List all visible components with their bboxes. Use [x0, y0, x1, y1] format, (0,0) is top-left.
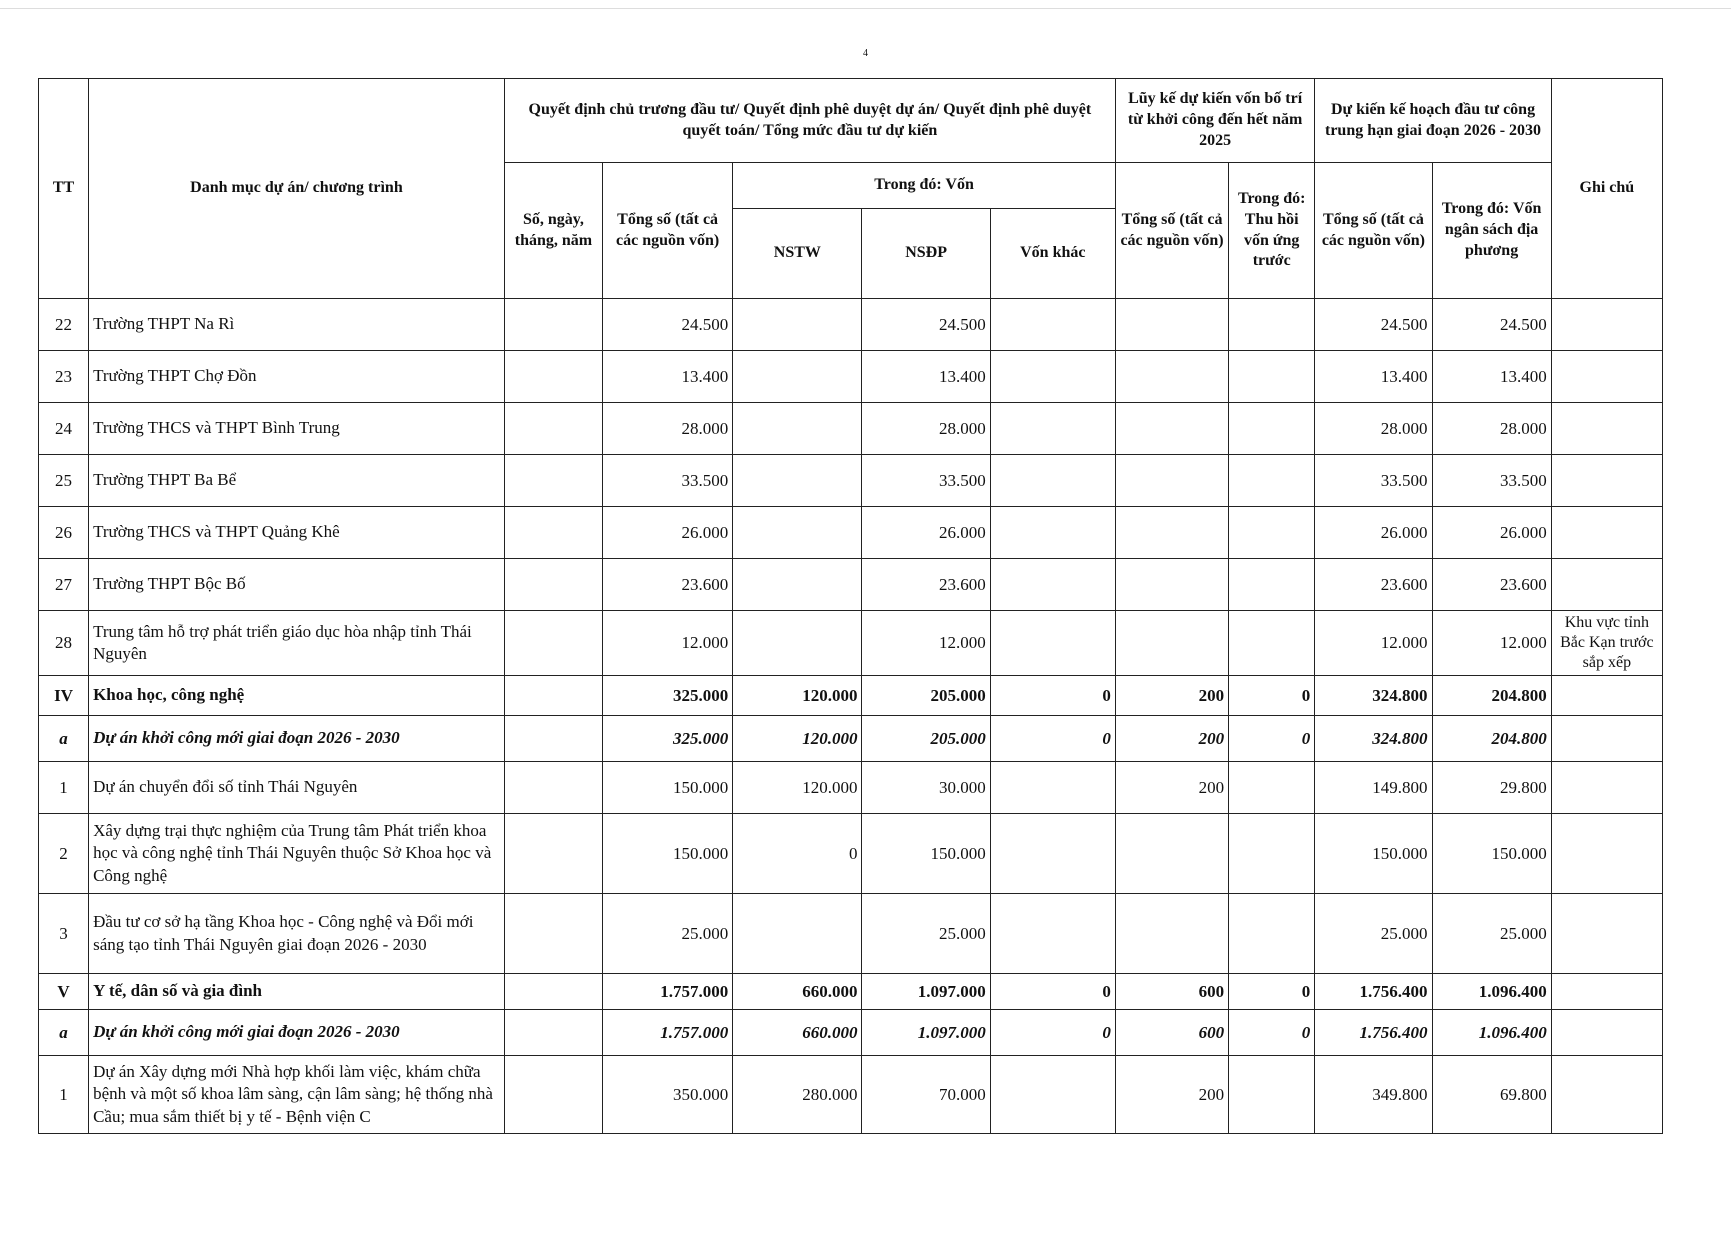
cell-note: [1551, 1010, 1662, 1056]
cell-plan-local: 29.800: [1432, 762, 1551, 814]
cell-cumulative-recovery: [1229, 351, 1315, 403]
table-row: [39, 403, 1663, 455]
header-cumulative-total: Tổng số (tất cả các nguồn vốn): [1115, 163, 1228, 299]
cell-plan-local: 23.600: [1432, 559, 1551, 611]
cell-total: 350.000: [603, 1056, 733, 1134]
cell-decision-no: [504, 716, 602, 762]
cell-plan-total: 12.000: [1315, 611, 1432, 676]
cell-note: [1551, 716, 1662, 762]
table-row: [39, 299, 1663, 351]
cell-cumulative-total: [1115, 507, 1228, 559]
cell-nstw: [733, 455, 862, 507]
header-of-which-capital: Trong đó: Vốn: [733, 163, 1116, 209]
cell-nsdp: 205.000: [862, 676, 990, 716]
cell-other-capital: 0: [990, 676, 1115, 716]
cell-note: [1551, 762, 1662, 814]
cell-plan-total: 13.400: [1315, 351, 1432, 403]
header-cumulative-group: Lũy kế dự kiến vốn bố trí từ khởi công đến hết năm 2025: [1115, 79, 1314, 163]
table-row: [39, 1056, 1663, 1134]
cell-decision-no: [504, 299, 602, 351]
cell-cumulative-recovery: [1229, 1056, 1315, 1134]
cell-tt: 23: [39, 351, 89, 403]
header-note: Ghi chú: [1551, 79, 1662, 299]
cell-decision-no: [504, 611, 602, 676]
cell-plan-total: 324.800: [1315, 716, 1432, 762]
cell-other-capital: [990, 299, 1115, 351]
cell-note: [1551, 455, 1662, 507]
cell-cumulative-recovery: [1229, 894, 1315, 974]
cell-cumulative-recovery: [1229, 814, 1315, 894]
cell-tt: 26: [39, 507, 89, 559]
cell-cumulative-recovery: [1229, 455, 1315, 507]
cell-cumulative-total: [1115, 351, 1228, 403]
cell-total: 325.000: [603, 676, 733, 716]
cell-tt: 25: [39, 455, 89, 507]
cell-total: 23.600: [603, 559, 733, 611]
cell-cumulative-recovery: [1229, 299, 1315, 351]
cell-other-capital: 0: [990, 716, 1115, 762]
cell-nstw: [733, 403, 862, 455]
cell-cumulative-total: 600: [1115, 974, 1228, 1010]
cell-tt: 3: [39, 894, 89, 974]
cell-note: [1551, 299, 1662, 351]
cell-nstw: [733, 507, 862, 559]
cell-plan-local: 1.096.400: [1432, 974, 1551, 1010]
cell-project-name: Trường THCS và THPT Bình Trung: [89, 403, 505, 455]
header-tt: TT: [39, 79, 89, 299]
cell-cumulative-recovery: 0: [1229, 716, 1315, 762]
cell-plan-local: 13.400: [1432, 351, 1551, 403]
header-project-name: Danh mục dự án/ chương trình: [89, 79, 505, 299]
cell-other-capital: [990, 403, 1115, 455]
cell-nsdp: 205.000: [862, 716, 990, 762]
cell-decision-no: [504, 974, 602, 1010]
cell-cumulative-recovery: [1229, 403, 1315, 455]
cell-plan-local: 28.000: [1432, 403, 1551, 455]
cell-nsdp: 24.500: [862, 299, 990, 351]
cell-plan-local: 12.000: [1432, 611, 1551, 676]
table-row: [39, 814, 1663, 894]
table-body: [39, 299, 1663, 1134]
cell-total: 26.000: [603, 507, 733, 559]
cell-note: [1551, 974, 1662, 1010]
table-row: [39, 559, 1663, 611]
cell-project-name: Trường THPT Chợ Đồn: [89, 351, 505, 403]
cell-plan-total: 324.800: [1315, 676, 1432, 716]
cell-project-name: Dự án Xây dựng mới Nhà hợp khối làm việc, khám chữa bệnh và một số khoa lâm sàng, cận lâm sàng; hệ thống nhà Cầu; mua sắm thiết bị y tế - Bệnh viện C: [89, 1056, 505, 1134]
cell-plan-total: 23.600: [1315, 559, 1432, 611]
cell-nsdp: 13.400: [862, 351, 990, 403]
cell-note: [1551, 559, 1662, 611]
cell-total: 1.757.000: [603, 1010, 733, 1056]
table-row: [39, 974, 1663, 1010]
table-row: [39, 455, 1663, 507]
cell-note: [1551, 351, 1662, 403]
cell-project-name: Trung tâm hỗ trợ phát triển giáo dục hòa nhập tỉnh Thái Nguyên: [89, 611, 505, 676]
cell-total: 325.000: [603, 716, 733, 762]
cell-plan-total: 349.800: [1315, 1056, 1432, 1134]
cell-decision-no: [504, 351, 602, 403]
cell-plan-total: 25.000: [1315, 894, 1432, 974]
cell-cumulative-total: [1115, 299, 1228, 351]
cell-other-capital: [990, 762, 1115, 814]
cell-cumulative-total: [1115, 403, 1228, 455]
header-plan-total: Tổng số (tất cả các nguồn vốn): [1315, 163, 1432, 299]
cell-project-name: Trường THCS và THPT Quảng Khê: [89, 507, 505, 559]
cell-cumulative-recovery: [1229, 611, 1315, 676]
cell-plan-total: 1.756.400: [1315, 974, 1432, 1010]
cell-cumulative-total: 200: [1115, 1056, 1228, 1134]
cell-cumulative-recovery: 0: [1229, 1010, 1315, 1056]
cell-project-name: Dự án khởi công mới giai đoạn 2026 - 2030: [89, 1010, 505, 1056]
cell-plan-local: 1.096.400: [1432, 1010, 1551, 1056]
cell-project-name: Trường THPT Ba Bể: [89, 455, 505, 507]
cell-note: [1551, 1056, 1662, 1134]
cell-cumulative-recovery: 0: [1229, 974, 1315, 1010]
table-header: [39, 79, 1663, 299]
cell-plan-local: 204.800: [1432, 676, 1551, 716]
cell-plan-total: 149.800: [1315, 762, 1432, 814]
cell-nstw: 120.000: [733, 676, 862, 716]
cell-decision-no: [504, 559, 602, 611]
cell-other-capital: [990, 559, 1115, 611]
header-decision-group: Quyết định chủ trương đầu tư/ Quyết định phê duyệt dự án/ Quyết định phê duyệt quyết toán/ Tổng mức đầu tư dự kiến: [504, 79, 1115, 163]
cell-note: Khu vực tỉnh Bắc Kạn trước sắp xếp: [1551, 611, 1662, 676]
table-row: [39, 351, 1663, 403]
cell-cumulative-total: 600: [1115, 1010, 1228, 1056]
cell-tt: 22: [39, 299, 89, 351]
cell-total: 150.000: [603, 762, 733, 814]
cell-cumulative-recovery: [1229, 762, 1315, 814]
cell-decision-no: [504, 1010, 602, 1056]
cell-tt: 27: [39, 559, 89, 611]
cell-cumulative-recovery: 0: [1229, 676, 1315, 716]
cell-cumulative-total: [1115, 894, 1228, 974]
cell-plan-total: 150.000: [1315, 814, 1432, 894]
cell-project-name: Dự án chuyển đổi số tỉnh Thái Nguyên: [89, 762, 505, 814]
header-decision-no: Số, ngày, tháng, năm: [504, 163, 602, 299]
header-other-capital: Vốn khác: [990, 209, 1115, 299]
table-row: [39, 611, 1663, 676]
cell-plan-local: 204.800: [1432, 716, 1551, 762]
cell-decision-no: [504, 455, 602, 507]
cell-nstw: 280.000: [733, 1056, 862, 1134]
cell-project-name: Trường THPT Bộc Bố: [89, 559, 505, 611]
cell-project-name: Trường THPT Na Rì: [89, 299, 505, 351]
header-decision-total: Tổng số (tất cả các nguồn vốn): [603, 163, 733, 299]
cell-nstw: [733, 351, 862, 403]
cell-total: 13.400: [603, 351, 733, 403]
cell-total: 24.500: [603, 299, 733, 351]
cell-nstw: 120.000: [733, 762, 862, 814]
cell-cumulative-total: [1115, 455, 1228, 507]
cell-decision-no: [504, 1056, 602, 1134]
table-row: [39, 762, 1663, 814]
cell-tt: a: [39, 1010, 89, 1056]
table-row: [39, 676, 1663, 716]
header-nsdp: NSĐP: [862, 209, 990, 299]
header-plan-group: Dự kiến kế hoạch đầu tư công trung hạn giai đoạn 2026 - 2030: [1315, 79, 1551, 163]
cell-total: 1.757.000: [603, 974, 733, 1010]
cell-note: [1551, 403, 1662, 455]
cell-tt: a: [39, 716, 89, 762]
cell-total: 12.000: [603, 611, 733, 676]
cell-tt: 28: [39, 611, 89, 676]
cell-nstw: 120.000: [733, 716, 862, 762]
cell-note: [1551, 507, 1662, 559]
cell-nsdp: 26.000: [862, 507, 990, 559]
cell-nsdp: 150.000: [862, 814, 990, 894]
cell-cumulative-recovery: [1229, 507, 1315, 559]
cell-total: 25.000: [603, 894, 733, 974]
cell-total: 28.000: [603, 403, 733, 455]
cell-cumulative-total: 200: [1115, 716, 1228, 762]
cell-other-capital: [990, 1056, 1115, 1134]
cell-plan-total: 33.500: [1315, 455, 1432, 507]
cell-plan-local: 25.000: [1432, 894, 1551, 974]
cell-tt: 1: [39, 1056, 89, 1134]
cell-plan-total: 28.000: [1315, 403, 1432, 455]
cell-decision-no: [504, 507, 602, 559]
cell-note: [1551, 676, 1662, 716]
cell-decision-no: [504, 814, 602, 894]
cell-nstw: [733, 611, 862, 676]
cell-note: [1551, 814, 1662, 894]
header-cumulative-recovery: Trong đó: Thu hồi vốn ứng trước: [1229, 163, 1315, 299]
cell-plan-local: 33.500: [1432, 455, 1551, 507]
cell-nsdp: 30.000: [862, 762, 990, 814]
cell-total: 150.000: [603, 814, 733, 894]
cell-decision-no: [504, 403, 602, 455]
cell-nsdp: 23.600: [862, 559, 990, 611]
cell-cumulative-recovery: [1229, 559, 1315, 611]
cell-cumulative-total: 200: [1115, 762, 1228, 814]
cell-plan-local: 26.000: [1432, 507, 1551, 559]
cell-project-name: Y tế, dân số và gia đình: [89, 974, 505, 1010]
cell-plan-total: 1.756.400: [1315, 1010, 1432, 1056]
cell-decision-no: [504, 894, 602, 974]
cell-other-capital: [990, 611, 1115, 676]
table-row: [39, 507, 1663, 559]
header-plan-local: Trong đó: Vốn ngân sách địa phương: [1432, 163, 1551, 299]
page-top-rule: [0, 8, 1731, 9]
cell-cumulative-total: [1115, 611, 1228, 676]
cell-cumulative-total: [1115, 559, 1228, 611]
cell-note: [1551, 894, 1662, 974]
cell-nsdp: 28.000: [862, 403, 990, 455]
table-row: [39, 894, 1663, 974]
cell-nsdp: 70.000: [862, 1056, 990, 1134]
cell-other-capital: [990, 814, 1115, 894]
cell-plan-local: 150.000: [1432, 814, 1551, 894]
cell-plan-local: 69.800: [1432, 1056, 1551, 1134]
table-row: [39, 716, 1663, 762]
cell-nsdp: 1.097.000: [862, 1010, 990, 1056]
cell-cumulative-total: 200: [1115, 676, 1228, 716]
cell-other-capital: [990, 351, 1115, 403]
cell-nsdp: 33.500: [862, 455, 990, 507]
cell-tt: 2: [39, 814, 89, 894]
cell-nsdp: 1.097.000: [862, 974, 990, 1010]
table-row: [39, 1010, 1663, 1056]
cell-other-capital: 0: [990, 1010, 1115, 1056]
cell-nstw: 660.000: [733, 1010, 862, 1056]
cell-tt: IV: [39, 676, 89, 716]
cell-project-name: Xây dựng trại thực nghiệm của Trung tâm Phát triển khoa học và công nghệ tỉnh Thái Nguyên thuộc Sở Khoa học và Công nghệ: [89, 814, 505, 894]
cell-nstw: 0: [733, 814, 862, 894]
cell-project-name: Dự án khởi công mới giai đoạn 2026 - 2030: [89, 716, 505, 762]
cell-nstw: [733, 894, 862, 974]
cell-total: 33.500: [603, 455, 733, 507]
cell-nsdp: 25.000: [862, 894, 990, 974]
cell-nstw: 660.000: [733, 974, 862, 1010]
cell-plan-total: 26.000: [1315, 507, 1432, 559]
cell-tt: 24: [39, 403, 89, 455]
cell-other-capital: 0: [990, 974, 1115, 1010]
cell-decision-no: [504, 676, 602, 716]
cell-tt: V: [39, 974, 89, 1010]
cell-other-capital: [990, 455, 1115, 507]
cell-decision-no: [504, 762, 602, 814]
investment-table: [38, 78, 1663, 1134]
cell-tt: 1: [39, 762, 89, 814]
cell-plan-total: 24.500: [1315, 299, 1432, 351]
cell-plan-local: 24.500: [1432, 299, 1551, 351]
cell-other-capital: [990, 507, 1115, 559]
page-number: 4: [863, 48, 868, 59]
cell-project-name: Khoa học, công nghệ: [89, 676, 505, 716]
cell-other-capital: [990, 894, 1115, 974]
cell-nstw: [733, 299, 862, 351]
header-nstw: NSTW: [733, 209, 862, 299]
cell-cumulative-total: [1115, 814, 1228, 894]
cell-project-name: Đầu tư cơ sở hạ tầng Khoa học - Công nghệ và Đổi mới sáng tạo tỉnh Thái Nguyên giai đoạn 2026 - 2030: [89, 894, 505, 974]
cell-nstw: [733, 559, 862, 611]
cell-nsdp: 12.000: [862, 611, 990, 676]
